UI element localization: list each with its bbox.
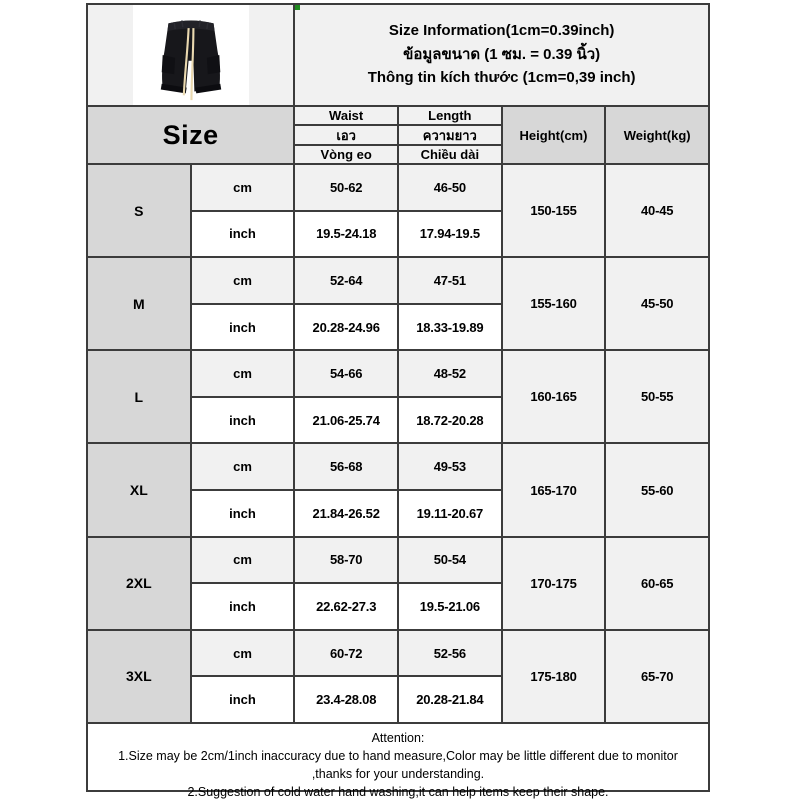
size-row-label-xl: XL <box>88 444 190 535</box>
waist-header-th: เอว <box>295 126 397 144</box>
product-photo-cell <box>88 5 293 105</box>
height-value: 160-165 <box>503 351 605 442</box>
length-cm-value: 47-51 <box>399 258 501 303</box>
unit-label-inch: inch <box>192 491 294 536</box>
waist-cm-value: 52-64 <box>295 258 397 303</box>
waist-inch-value: 20.28-24.96 <box>295 305 397 350</box>
length-inch-value: 19.5-21.06 <box>399 584 501 629</box>
size-column-header: Size <box>88 107 293 163</box>
size-row-label-2xl: 2XL <box>88 538 190 629</box>
unit-label-inch: inch <box>192 305 294 350</box>
height-value: 165-170 <box>503 444 605 535</box>
unit-label-cm: cm <box>192 351 294 396</box>
weight-value: 60-65 <box>606 538 708 629</box>
unit-label-inch: inch <box>192 398 294 443</box>
weight-value: 65-70 <box>606 631 708 722</box>
size-row-label-3xl: 3XL <box>88 631 190 722</box>
waist-cm-value: 56-68 <box>295 444 397 489</box>
length-cm-value: 48-52 <box>399 351 501 396</box>
unit-label-cm: cm <box>192 631 294 676</box>
attention-footer <box>88 724 708 800</box>
unit-label-cm: cm <box>192 258 294 303</box>
weight-value: 55-60 <box>606 444 708 535</box>
height-column-header: Height(cm) <box>503 107 605 163</box>
length-header-th: ความยาว <box>399 126 501 144</box>
unit-label-cm: cm <box>192 165 294 210</box>
weight-column-header: Weight(kg) <box>606 107 708 163</box>
banner-title-en: Size Information(1cm=0.39inch) <box>388 21 615 39</box>
waist-header-en: Waist <box>295 107 397 124</box>
waist-inch-value: 19.5-24.18 <box>295 212 397 257</box>
length-header-en: Length <box>399 107 501 124</box>
length-inch-value: 19.11-20.67 <box>399 491 501 536</box>
size-info-banner <box>295 5 708 105</box>
length-header-vi: Chiều dài <box>399 146 501 163</box>
length-cm-value: 46-50 <box>399 165 501 210</box>
height-value: 150-155 <box>503 165 605 256</box>
waist-header-vi: Vòng eo <box>295 146 397 163</box>
banner-title-th: ข้อมูลขนาด (1 ซม. = 0.39 นิ้ว) <box>403 45 601 63</box>
height-value: 175-180 <box>503 631 605 722</box>
shorts-icon <box>135 7 247 103</box>
banner-title-vi: Thông tin kích thước (1cm=0,39 inch) <box>367 69 636 87</box>
height-value: 155-160 <box>503 258 605 349</box>
length-inch-value: 18.72-20.28 <box>399 398 501 443</box>
unit-label-cm: cm <box>192 444 294 489</box>
waist-cm-value: 50-62 <box>295 165 397 210</box>
length-cm-value: 49-53 <box>399 444 501 489</box>
attention-title: Attention: <box>371 730 425 745</box>
product-photo <box>133 5 249 105</box>
waist-inch-value: 23.4-28.08 <box>295 677 397 722</box>
waist-cm-value: 60-72 <box>295 631 397 676</box>
unit-label-inch: inch <box>192 212 294 257</box>
weight-value: 40-45 <box>606 165 708 256</box>
weight-value: 45-50 <box>606 258 708 349</box>
unit-label-inch: inch <box>192 677 294 722</box>
size-row-label-s: S <box>88 165 190 256</box>
length-inch-value: 18.33-19.89 <box>399 305 501 350</box>
unit-label-inch: inch <box>192 584 294 629</box>
green-artifact-mark <box>295 5 300 10</box>
waist-cm-value: 54-66 <box>295 351 397 396</box>
waist-inch-value: 21.06-25.74 <box>295 398 397 443</box>
length-cm-value: 52-56 <box>399 631 501 676</box>
length-inch-value: 20.28-21.84 <box>399 677 501 722</box>
length-inch-value: 17.94-19.5 <box>399 212 501 257</box>
unit-label-cm: cm <box>192 538 294 583</box>
weight-value: 50-55 <box>606 351 708 442</box>
size-row-label-m: M <box>88 258 190 349</box>
size-row-label-l: L <box>88 351 190 442</box>
attention-note-2: 2.Suggestion of cold water hand washing,it can help items keep their shape. <box>187 785 609 800</box>
attention-note-1: 1.Size may be 2cm/1inch inaccuracy due to hand measure,Color may be little different due to monitor ,thanks for your understanding. <box>118 749 678 782</box>
waist-inch-value: 21.84-26.52 <box>295 491 397 536</box>
size-chart-table <box>86 3 710 800</box>
waist-cm-value: 58-70 <box>295 538 397 583</box>
waist-inch-value: 22.62-27.3 <box>295 584 397 629</box>
length-cm-value: 50-54 <box>399 538 501 583</box>
height-value: 170-175 <box>503 538 605 629</box>
